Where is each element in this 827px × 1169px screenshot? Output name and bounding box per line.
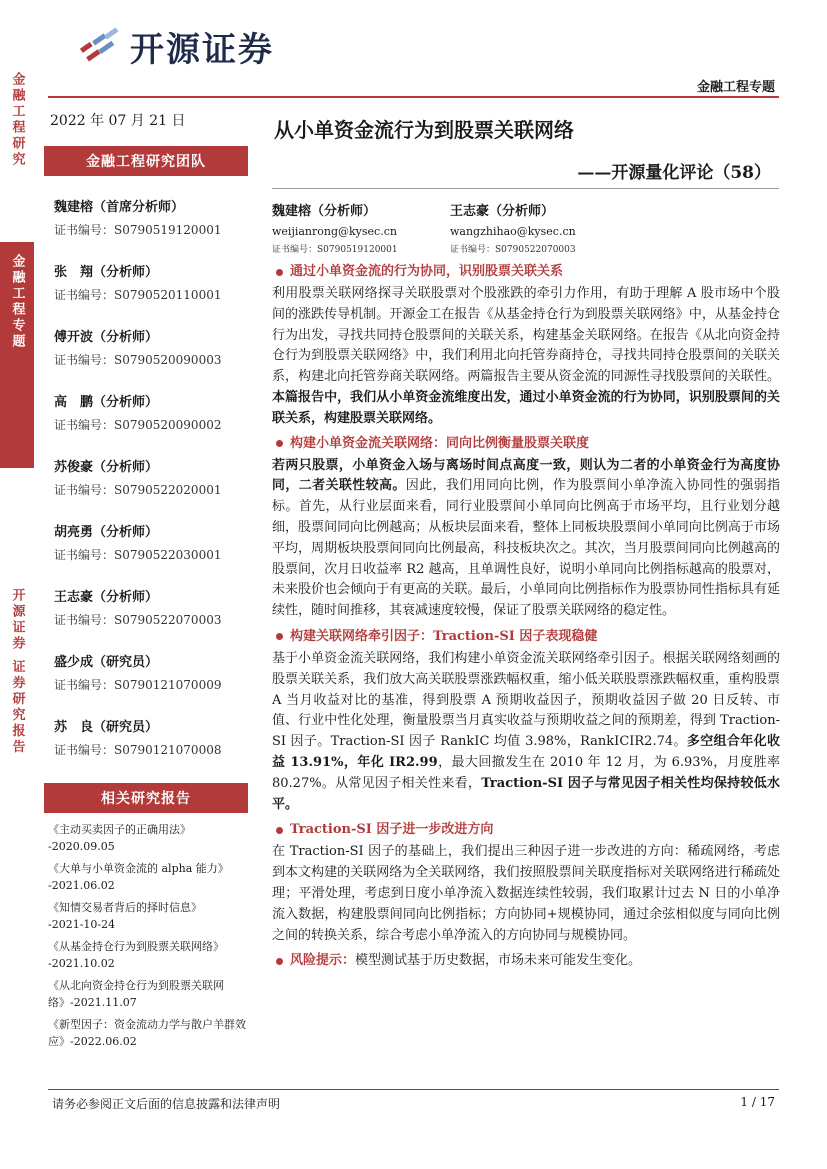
related-reports-list bbox=[48, 821, 260, 1050]
side-strip-bottom bbox=[0, 576, 34, 836]
paragraph-text: 因此，我们用同向比例，作为股票间小单净流入协同性的强弱指标。首先，从行业层面来看，同行业股票间小单同向比例高于市场平均，且行业划分越细，股票间同向比例越高；从板块层面来看，整体上同板块股票间小单同向比例高于市场平均，周期板块股票间同向比例最高，科技板块次之。其次，当月股票间同向比例越高的股票间，次月日收益率 R2 越高，且单调性良好，说明小单同向比例指标越高的股票对，未来股价也会倾向于有更高的关联。最后，小单同向比例指标作为股票协同性指标具有延续性，随时间推移，其衰减速度较慢，保证了股票关联网络的稳定性。 bbox=[272, 478, 780, 619]
analyst-item bbox=[54, 261, 254, 326]
related-report-date: -2021.10.02 bbox=[48, 957, 115, 970]
paragraph-text: 基于小单资金流关联网络，我们构建小单资金流关联网络牵引因子。根据关联网络刻画的股票关联关系，我们放大高关联股票涨跌幅权重，缩小低关联股票涨跌幅权重，重构股票 A 当月收益对比的基准，得到股票 A 预期收益因子，预期收益因子做 20 日反转、市值、行业中性化处理，衡量股票当月真实收益与预期收益之间的预期差，得到 Traction-SI 因子。Traction-SI 因子 RankIC 均值 3.98%，RankICIR2.74。 bbox=[272, 650, 780, 750]
analyst-list bbox=[54, 196, 254, 781]
analyst-cert: 证书编号：S0790520090003 bbox=[54, 353, 222, 367]
logo-mark-icon bbox=[72, 23, 124, 71]
author-cert: 证书编号：S0790519120001 bbox=[272, 245, 398, 255]
side-strip-bottom-label: 开源证券 证券研究报告 bbox=[9, 588, 25, 756]
section-paragraph bbox=[272, 842, 780, 946]
related-report-title: 《新型因子：资金流动力学与散户羊群效应》-2022.06.02 bbox=[48, 1018, 246, 1048]
side-strip-middle bbox=[0, 242, 34, 468]
paragraph-text: 利用股票关联网络探寻关联股票对个股涨跌的牵引力作用，有助于理解 A 股市场中个股间的涨跌传导机制。开源金工在报告《从基金持仓行为到股票关联网络》中，从基金持仓行为出发，寻找共同持仓股票间的关联关系，构建基金关联网络。在报告《从北向资金持仓行为到股票关联网络》中，我们利用北向托管券商持仓，寻找共同持仓股票间的关联关系，构建北向托管券商关联网络。两篇报告主要从资金流的同源性寻找股票间的关联性。 bbox=[272, 286, 780, 385]
analyst-item bbox=[54, 716, 254, 781]
author-name: 王志豪（分析师） bbox=[450, 204, 555, 219]
bullet-icon bbox=[276, 440, 283, 447]
section-heading bbox=[272, 627, 780, 647]
related-report-title: 《知情交易者背后的择时信息》 bbox=[48, 901, 202, 914]
analyst-name: 胡亮勇（分析师） bbox=[54, 525, 159, 540]
section-heading-text: Traction-SI 因子进一步改进方向 bbox=[290, 822, 494, 838]
analyst-cert: 证书编号：S0790519120001 bbox=[54, 223, 222, 237]
analyst-item bbox=[54, 456, 254, 521]
related-report-item[interactable] bbox=[48, 977, 260, 1011]
related-report-item[interactable] bbox=[48, 1016, 260, 1050]
analyst-name: 傅开波（分析师） bbox=[54, 330, 159, 345]
related-report-item[interactable] bbox=[48, 938, 260, 972]
related-report-date: -2021.06.02 bbox=[48, 879, 115, 892]
report-title: 从小单资金流行为到股票关联网络 bbox=[274, 118, 574, 142]
analyst-cert: 证书编号：S0790522070003 bbox=[54, 613, 222, 627]
section-heading bbox=[272, 820, 780, 840]
author-block bbox=[272, 200, 628, 255]
analyst-cert: 证书编号：S0790522030001 bbox=[54, 548, 222, 562]
team-header: 金融工程研究团队 bbox=[44, 146, 248, 176]
section-1 bbox=[272, 262, 780, 430]
paragraph-text: ，最大回撤发生在 2010 年 12 月，为 6.93%，月度胜率 80.27%。从常见因子相关性来看， bbox=[272, 754, 780, 791]
risk-label: 风险提示： bbox=[290, 953, 356, 969]
section-heading bbox=[272, 434, 780, 454]
related-report-title: 《大单与小单资金流的 alpha 能力》 bbox=[48, 862, 229, 875]
footer-disclaimer: 请务必参阅正文后面的信息披露和法律声明 bbox=[52, 1097, 281, 1111]
author-email[interactable]: weijianrong@kysec.cn bbox=[272, 225, 397, 238]
analyst-name: 苏俊豪（分析师） bbox=[54, 460, 159, 475]
section-paragraph bbox=[272, 284, 780, 430]
related-report-title: 《主动买卖因子的正确用法》 bbox=[48, 823, 191, 836]
header-divider bbox=[48, 96, 779, 98]
related-report-title: 《从北向资金持仓行为到股票关联网络》-2021.11.07 bbox=[48, 979, 224, 1009]
analyst-name: 苏 良（研究员） bbox=[54, 720, 159, 735]
section-4 bbox=[272, 820, 780, 946]
related-report-title: 《从基金持仓行为到股票关联网络》 bbox=[48, 940, 224, 953]
analyst-cert: 证书编号：S0790121070009 bbox=[54, 678, 222, 692]
page-number: 1 / 17 bbox=[740, 1095, 775, 1109]
paragraph-bold: 多空组合年化收益 13.91%，年化 IR2.99 bbox=[272, 734, 780, 770]
analyst-item bbox=[54, 521, 254, 586]
paragraph-bold: 若两只股票，小单资金入场与离场时间点高度一致，则认为二者的小单资金行为高度协同，二者关联性较高。 bbox=[272, 457, 780, 494]
section-heading-text: 构建关联网络牵引因子：Traction-SI 因子表现稳健 bbox=[290, 628, 598, 644]
analyst-item bbox=[54, 326, 254, 391]
bullet-icon bbox=[276, 269, 283, 276]
section-paragraph bbox=[272, 649, 780, 815]
analyst-cert: 证书编号：S0790121070008 bbox=[54, 743, 222, 757]
bullet-icon bbox=[276, 827, 283, 834]
analyst-name: 张 翔（分析师） bbox=[54, 265, 159, 280]
related-reports-header: 相关研究报告 bbox=[44, 783, 248, 813]
side-strip bbox=[0, 60, 34, 1120]
related-report-date: -2021-10-24 bbox=[48, 918, 116, 931]
author-email[interactable]: wangzhihao@kysec.cn bbox=[450, 225, 576, 238]
analyst-item bbox=[54, 651, 254, 716]
analyst-name: 魏建榕（首席分析师） bbox=[54, 200, 185, 215]
related-report-item[interactable] bbox=[48, 899, 260, 933]
author-item bbox=[272, 200, 450, 255]
risk-notice bbox=[272, 951, 780, 971]
report-summary bbox=[272, 262, 780, 971]
analyst-cert: 证书编号：S0790522020001 bbox=[54, 483, 222, 497]
analyst-name: 王志豪（分析师） bbox=[54, 590, 159, 605]
risk-text: 模型测试基于历史数据，市场未来可能发生变化。 bbox=[355, 953, 642, 969]
bullet-icon bbox=[276, 958, 283, 965]
section-heading-text: 通过小单资金流的行为协同，识别股票关联关系 bbox=[290, 264, 564, 279]
analyst-item bbox=[54, 586, 254, 651]
section-2 bbox=[272, 434, 780, 622]
analyst-cert: 证书编号：S0790520110001 bbox=[54, 288, 222, 302]
author-item bbox=[450, 200, 628, 255]
analyst-name: 高 鹏（分析师） bbox=[54, 395, 159, 410]
company-logo bbox=[72, 22, 274, 71]
section-paragraph bbox=[272, 456, 780, 622]
author-cert: 证书编号：S0790522070003 bbox=[450, 245, 576, 255]
side-strip-middle-label: 金融工程专题 bbox=[9, 254, 25, 350]
report-date: 2022 年 07 月 21 日 bbox=[50, 113, 186, 129]
analyst-item bbox=[54, 196, 254, 261]
paragraph-text: 在 Traction-SI 因子的基础上，我们提出三种因子进一步改进的方向：稀疏网络，考虑到本文构建的关联网络为全关联网络，我们按照股票间关联度指标对关联网络进行稀疏处理；平滑处理，考虑到日度小单净流入数据连续性较弱，我们取累计过去 N 日的小单净流入数据，构建股票间同向比例指标；方向协同+规模协同，通过余弦相似度与同向比例之间的转换关系，综合考虑小单净流入的方向协同与规模协同。 bbox=[272, 844, 780, 943]
author-name: 魏建榕（分析师） bbox=[272, 204, 377, 219]
section-3 bbox=[272, 627, 780, 815]
section-heading bbox=[272, 262, 780, 282]
analyst-item bbox=[54, 391, 254, 456]
related-report-item[interactable] bbox=[48, 821, 260, 855]
analyst-cert: 证书编号：S0790520090002 bbox=[54, 418, 222, 432]
bullet-icon bbox=[276, 633, 283, 640]
side-strip-top-label: 金融工程研究 bbox=[9, 72, 25, 168]
analyst-name: 盛少成（研究员） bbox=[54, 655, 159, 670]
logo-text: 开源证券 bbox=[130, 30, 274, 70]
section-heading-text: 构建小单资金流关联网络：同向比例衡量股票关联度 bbox=[290, 435, 590, 451]
report-subtitle: ——开源量化评论（58） bbox=[577, 163, 771, 183]
side-strip-top bbox=[0, 60, 34, 230]
report-type-label: 金融工程专题 bbox=[696, 80, 775, 95]
related-report-date: -2020.09.05 bbox=[48, 840, 115, 853]
title-divider bbox=[272, 188, 779, 189]
paragraph-bold: Traction-SI 因子与常见因子相关性均保持较低水平。 bbox=[272, 775, 781, 812]
footer-divider bbox=[48, 1089, 779, 1090]
related-report-item[interactable] bbox=[48, 860, 260, 894]
paragraph-bold: 本篇报告中，我们从小单资金流维度出发，通过小单资金流的行为协同，识别股票间的关联关系，构建股票关联网络。 bbox=[272, 389, 780, 426]
